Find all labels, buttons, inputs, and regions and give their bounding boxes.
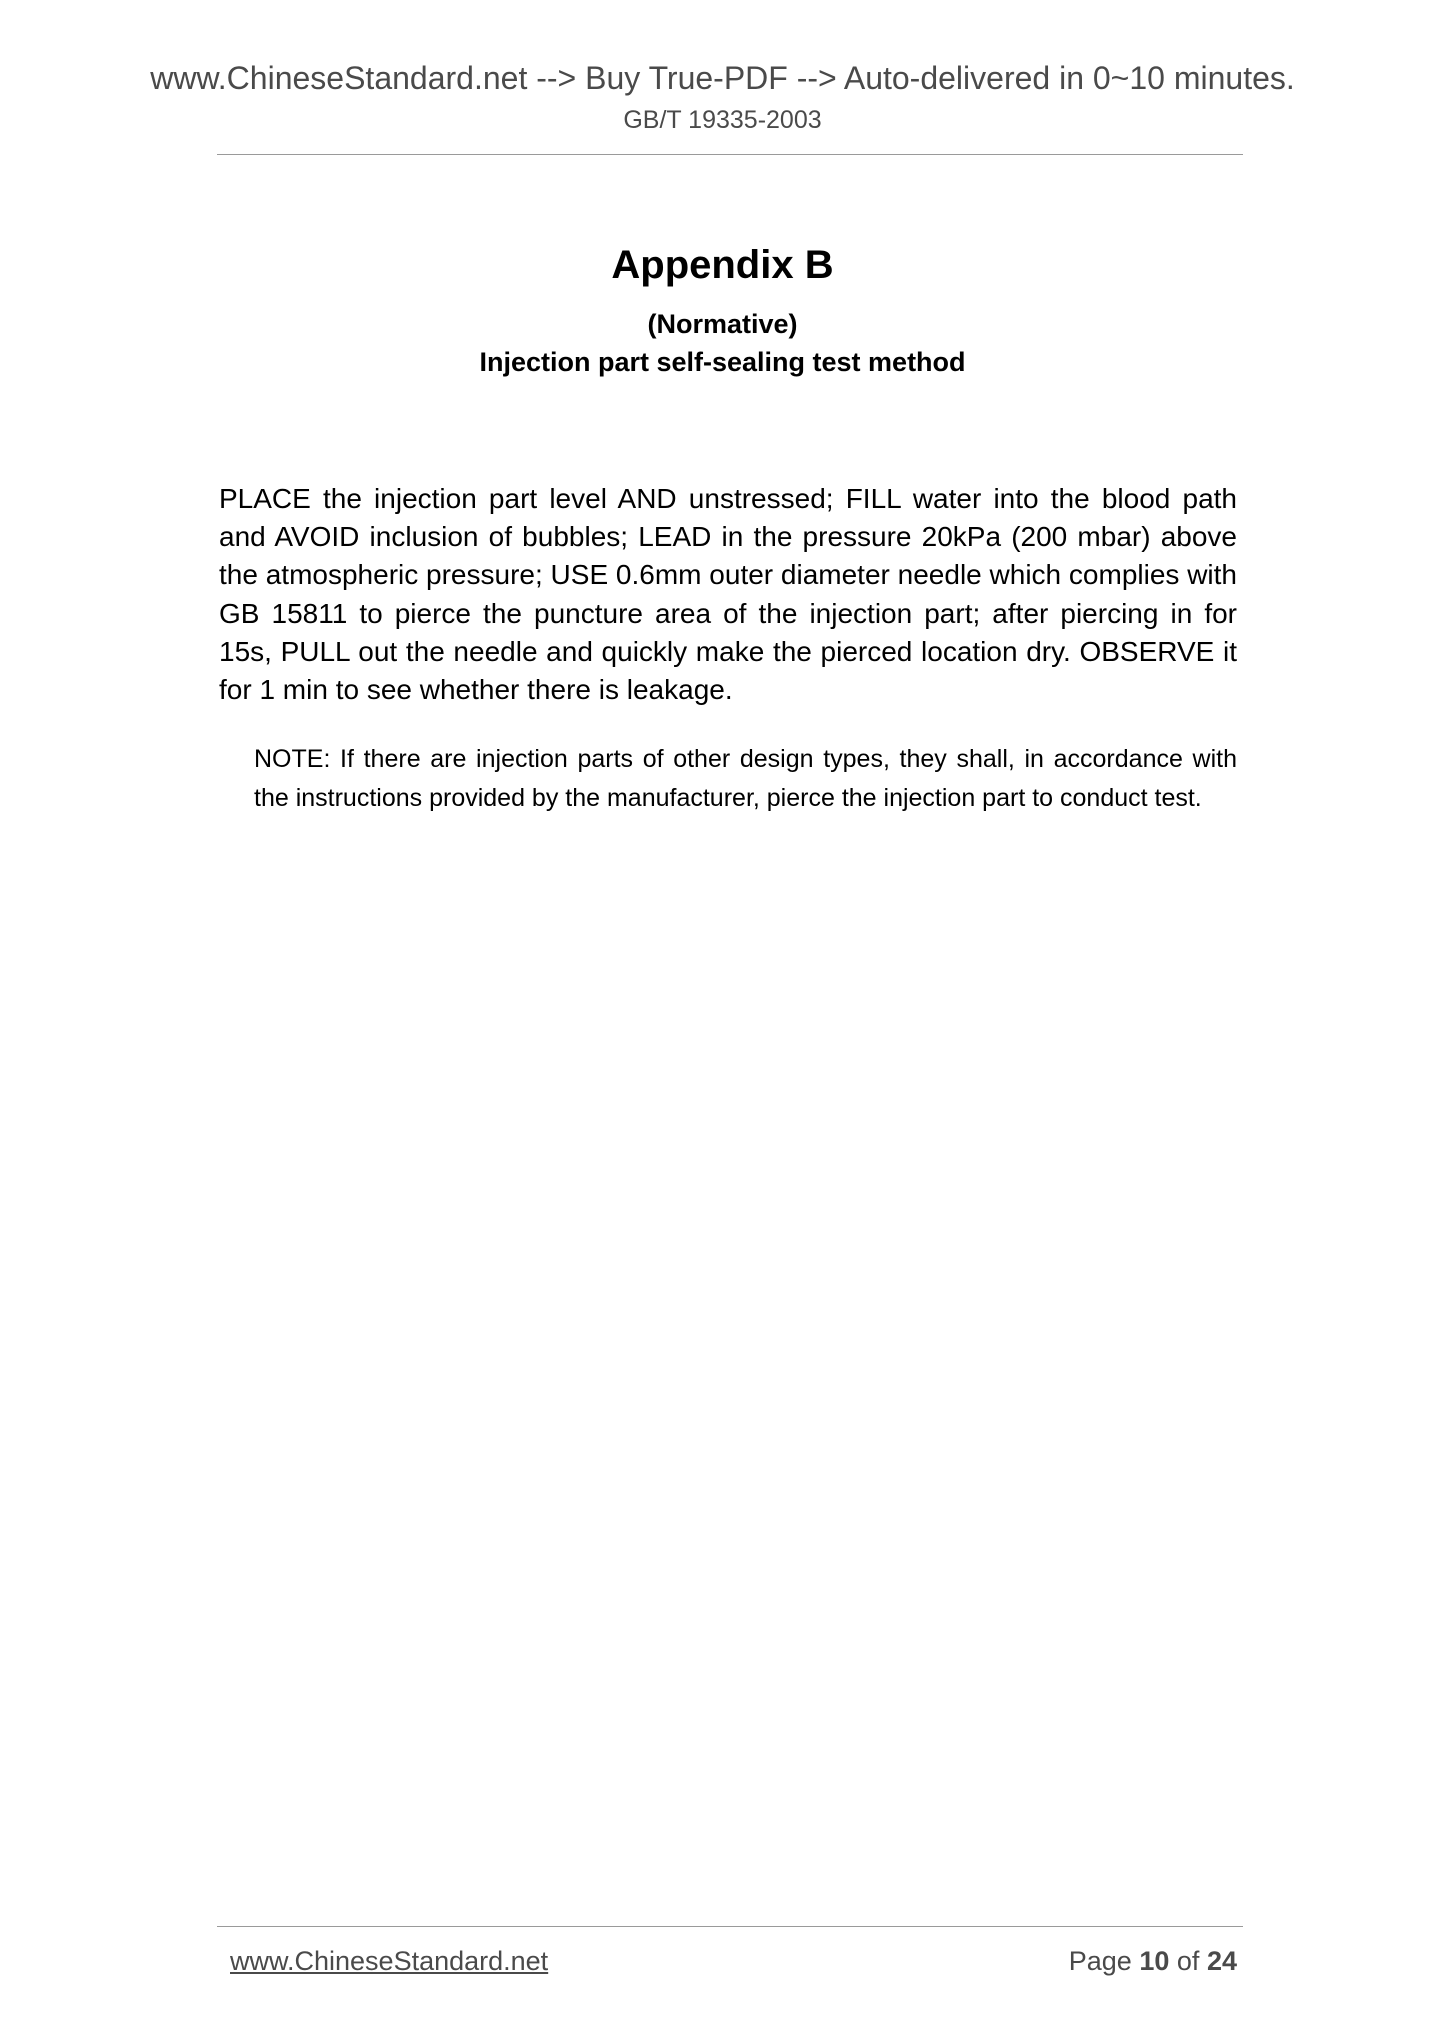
note-paragraph: NOTE: If there are injection parts of other design types, they shall, in accordance with the instructions provided by the manufacturer, pierce the injection part to conduct test.: [254, 745, 1237, 812]
page-total: 24: [1206, 1946, 1237, 1976]
appendix-type: (Normative): [647, 309, 798, 339]
header-banner: www.ChineseStandard.net --> Buy True-PDF --> Auto-delivered in 0~10 minutes.: [150, 60, 1295, 96]
header-divider: [217, 154, 1243, 155]
footer-website-link[interactable]: www.ChineseStandard.net: [230, 1946, 549, 1976]
page-of: of: [1176, 1946, 1200, 1976]
page-current: 10: [1139, 1946, 1170, 1976]
appendix-title: Appendix B: [611, 243, 834, 287]
body-paragraph: PLACE the injection part level AND unstressed; FILL water into the blood path and AVOID inclusion of bubbles; LEAD in the pressure 20kPa (200 mbar) above the atmospheric pressure; USE 0.6mm outer diameter needle which complies with GB 15811 to pierce the puncture area of the injection part; after piercing in for 15s, PULL out the needle and quickly make the pierced location dry. OBSERVE it for 1 min to see whether there is leakage.: [219, 483, 1237, 706]
appendix-subtitle: Injection part self-sealing test method: [479, 347, 966, 377]
footer-divider: [217, 1926, 1243, 1927]
page-label: Page: [1068, 1946, 1132, 1976]
page-number: [1069, 1944, 1237, 1978]
standard-code: GB/T 19335-2003: [623, 106, 822, 134]
